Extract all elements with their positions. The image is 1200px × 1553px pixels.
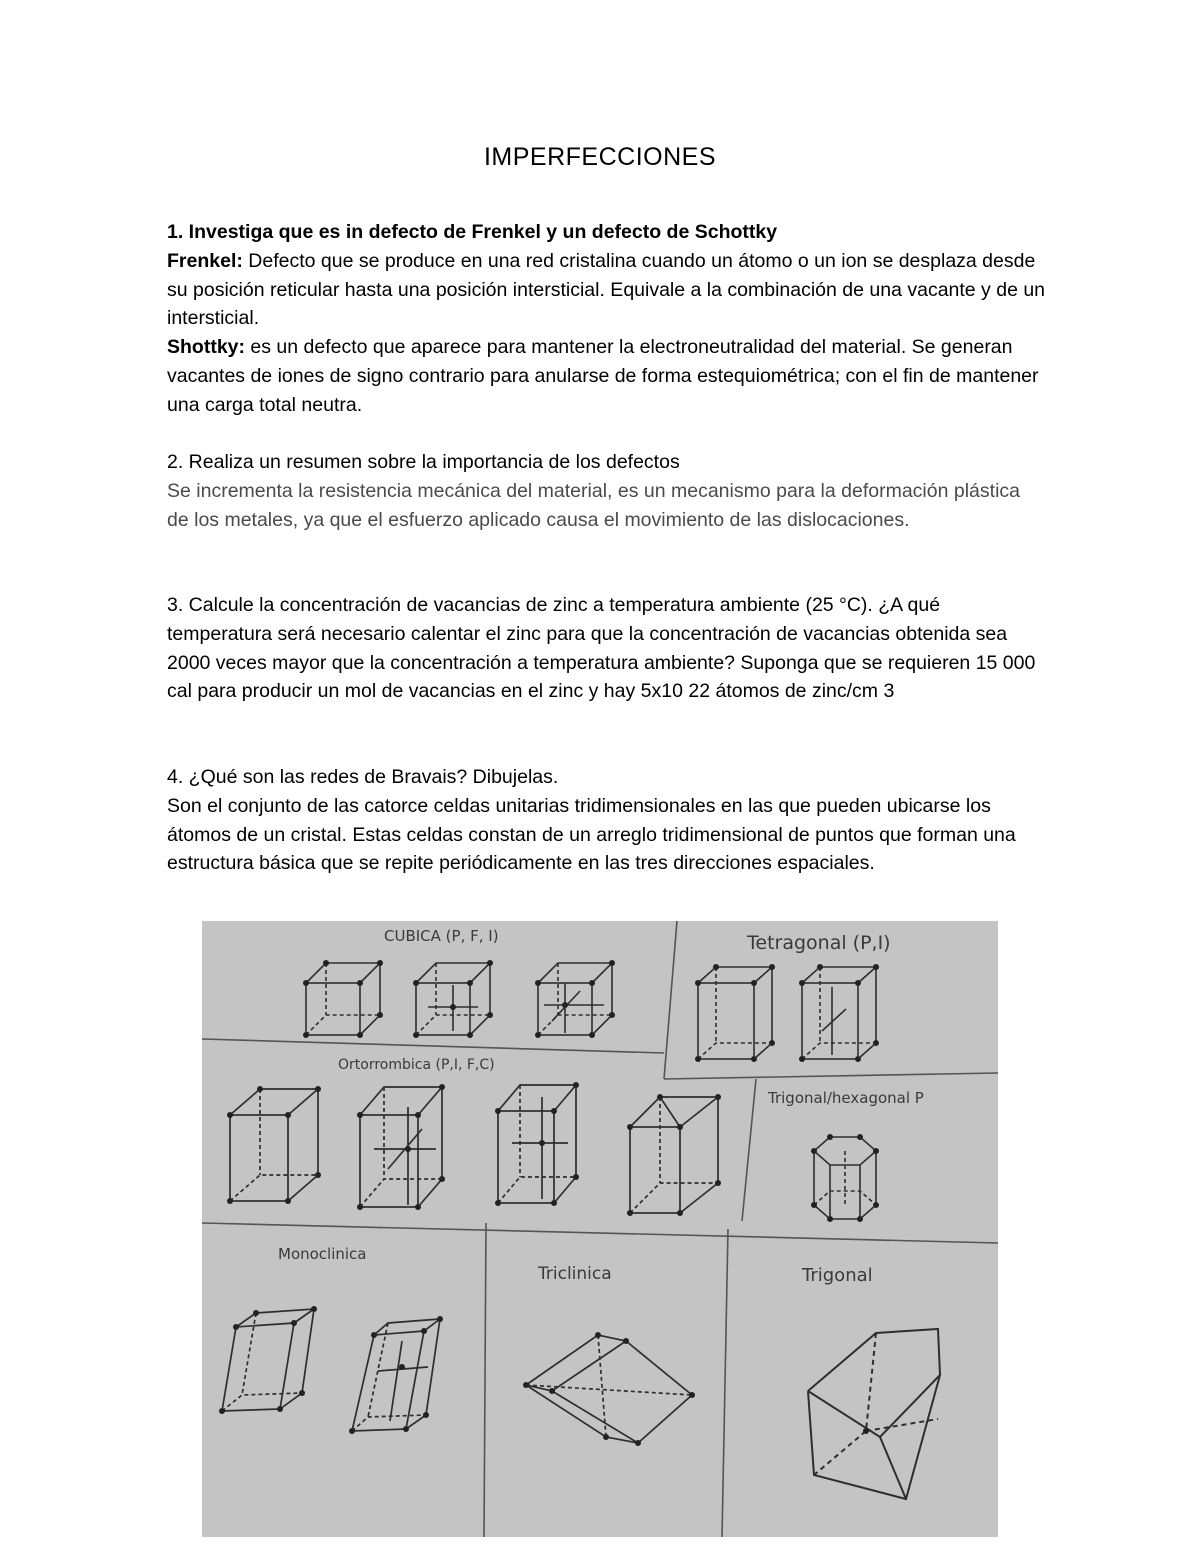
frenkel-label: Frenkel: [167,249,243,272]
label-tetragonal: Tetragonal (P,I) [747,932,891,954]
section-importance [167,448,1047,534]
section-vacancies [167,591,1047,706]
frenkel-paragraph [167,247,1047,333]
schottky-text: es un defecto que aparece para mantener la electroneutralidad del material. Se generan vacantes de iones de signo contrario para anularse de forma estequiométrica; con el fin de mantener una carga total neutra. [167,336,1039,416]
schottky-paragraph [167,333,1047,419]
bravais-lattices-drawing [202,921,998,1537]
schottky-label: Shottky: [167,336,245,359]
paper-shading [202,921,998,1537]
section-bravais [167,763,1047,878]
label-monoclinica: Monoclinica [278,1245,367,1263]
question-4: 4. ¿Qué son las redes de Bravais? Dibujelas. [167,766,559,788]
label-trigonal-hexagonal: Trigonal/hexagonal P [768,1089,924,1107]
label-ortorrombica: Ortorrombica (P,I, F,C) [338,1057,495,1073]
question-2: 2. Realiza un resumen sobre la importancia de los defectos [167,451,680,473]
label-triclinica: Triclinica [538,1264,612,1284]
question-3: 3. Calcule la concentración de vacancias de zinc a temperatura ambiente (25 °C). ¿A qué temperatura será necesario calentar el zinc para que la concentración de vacancias obtenida sea 2000 veces mayor que la concentración a temperatura ambiente? Suponga que se requieren 15 000 cal para producir un mol de vacancias en el zinc y hay 5x10 22 átomos de zinc/cm 3 [167,594,1036,703]
answer-4: Son el conjunto de las catorce celdas unitarias tridimensionales en las que pueden ubicarse los átomos de un cristal. Estas celdas constan de un arreglo tridimensional de puntos que forman una estructura básica que se repite periódicamente en las tres direcciones espaciales. [167,794,1016,875]
answer-2: Se incrementa la resistencia mecánica del material, es un mecanismo para la deformación plástica de los metales, ya que el esfuerzo aplicado causa el movimiento de las dislocaciones. [167,479,1020,531]
bravais-sketch [202,921,998,1537]
section-frenkel-schottky [167,218,1047,420]
page-title: IMPERFECCIONES [483,143,717,171]
label-trigonal: Trigonal [802,1265,873,1286]
frenkel-text: Defecto que se produce en una red cristalina cuando un átomo o un ion se desplaza desde su posición reticular hasta una posición intersticial. Equivale a la combinación de una vacante y de un intersticial. [167,249,1046,330]
label-cubica: CUBICA (P, F, I) [384,927,499,945]
question-1: 1. Investiga que es in defecto de Frenkel y un defecto de Schottky [167,221,778,243]
